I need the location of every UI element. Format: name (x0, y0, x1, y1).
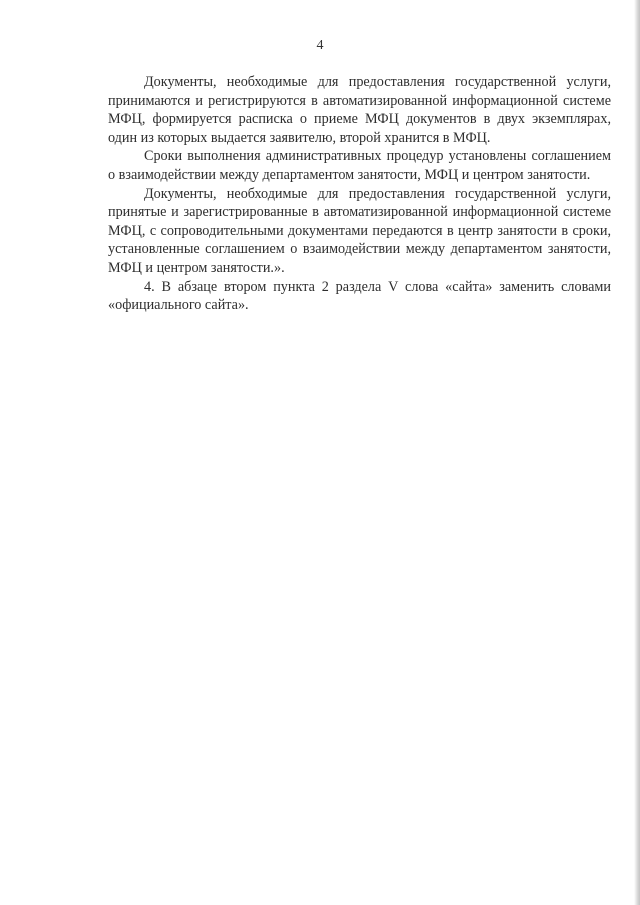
scan-edge-shadow (634, 0, 640, 905)
paragraph-documents-acceptance: Документы, необходимые для предоставления государственной услуги, принимаются и регистрируются в автоматизированной информационной системе МФЦ, формируется расписка о приеме МФЦ документов в двух экземплярах, один из которых выдается заявителю, второй хранится в МФЦ. (108, 74, 611, 146)
paragraph-documents-transfer: Документы, необходимые для предоставления государственной услуги, принятые и зарегистрированные в автоматизированной информационной системе МФЦ, с сопроводительными документами передаются в центр занятости в сроки, установленные соглашением о взаимодействии между департаментом занятости, МФЦ и центром занятости.». (108, 185, 611, 276)
document-body (108, 73, 611, 315)
paragraph-amendment-4: 4. В абзаце втором пункта 2 раздела V слова «сайта» заменить словами «официального сайта». (108, 278, 611, 314)
page-number: 4 (316, 38, 324, 53)
paragraph-procedure-terms: Сроки выполнения административных процедур установлены соглашением о взаимодействии между департаментом занятости, МФЦ и центром занятости. (108, 148, 611, 183)
